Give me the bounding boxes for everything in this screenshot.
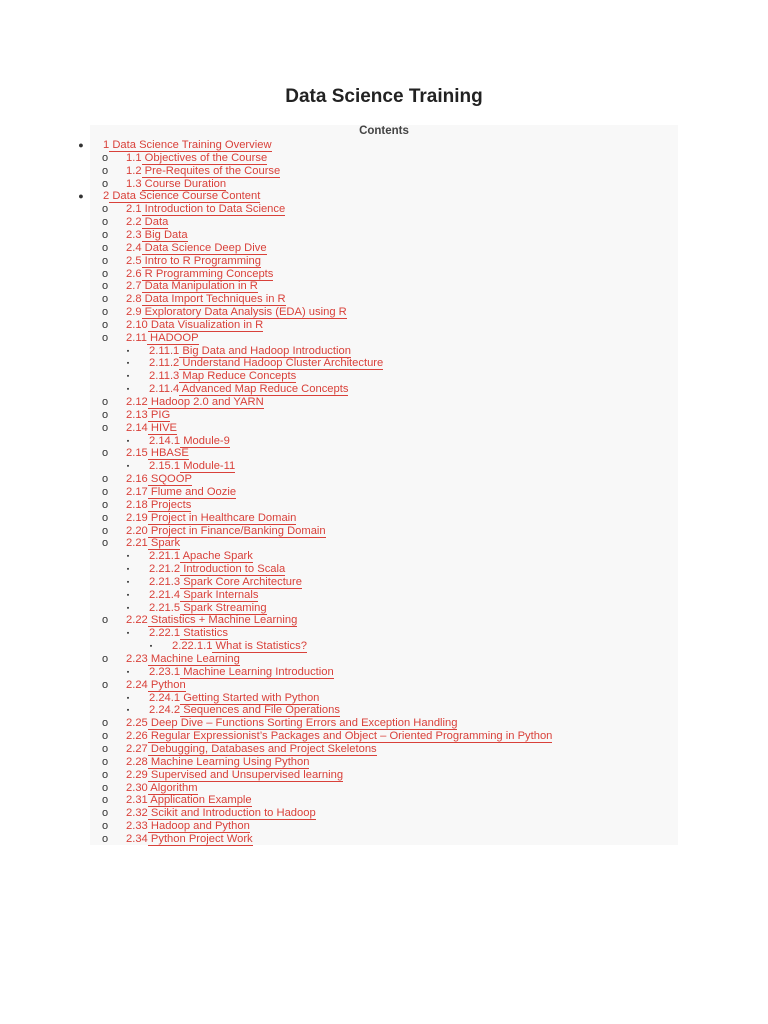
toc-number: 2.5 bbox=[126, 254, 142, 267]
bullet-icon: o bbox=[101, 293, 109, 306]
toc-link[interactable] bbox=[126, 473, 192, 486]
bullet-icon: o bbox=[101, 318, 109, 331]
toc-number: 2.21 bbox=[126, 537, 148, 550]
toc-link[interactable] bbox=[103, 190, 260, 203]
toc-number: 2.12 bbox=[126, 396, 148, 408]
toc-label: Supervised and Unsupervised learning bbox=[147, 768, 344, 781]
bullet-icon: ▪ bbox=[149, 643, 153, 651]
toc-link[interactable] bbox=[149, 550, 253, 563]
bullet-icon: o bbox=[101, 768, 109, 781]
toc-label: Spark Internals bbox=[180, 588, 259, 601]
toc-number: 2.6 bbox=[126, 267, 142, 280]
toc-number: 2.11 bbox=[126, 331, 147, 344]
toc-number: 2.11.1 bbox=[149, 344, 180, 357]
bullet-icon: o bbox=[101, 485, 109, 498]
toc-link[interactable] bbox=[149, 563, 285, 576]
toc-link[interactable] bbox=[126, 614, 297, 627]
toc-link[interactable] bbox=[126, 280, 258, 293]
bullet-icon: o bbox=[101, 742, 109, 755]
toc-label: HBASE bbox=[147, 447, 189, 460]
toc-label: PIG bbox=[147, 408, 171, 421]
bullet-icon: ● bbox=[78, 140, 84, 150]
toc-label: Hadoop and Python bbox=[147, 820, 250, 833]
toc-number: 2.30 bbox=[126, 781, 148, 794]
bullet-icon: o bbox=[101, 653, 109, 665]
bullet-icon: o bbox=[101, 241, 109, 254]
toc-label: Map Reduce Concepts bbox=[179, 370, 297, 383]
toc-number: 2.11.2 bbox=[149, 357, 180, 370]
toc-number: 2.22.1.1 bbox=[172, 640, 213, 653]
bullet-icon: o bbox=[101, 614, 109, 627]
toc-link[interactable] bbox=[149, 576, 302, 589]
toc-label: Introduction to Scala bbox=[180, 563, 286, 576]
toc-label: Regular Expressionist’s Packages and Object – Oriented Programming in Python bbox=[147, 730, 553, 743]
toc-link[interactable] bbox=[126, 165, 280, 178]
toc-label: Flume and Oozie bbox=[147, 485, 237, 498]
toc-label: Understand Hadoop Cluster Architecture bbox=[179, 357, 384, 370]
toc-label: Machine Learning Using Python bbox=[147, 755, 310, 768]
toc-number: 2.21.4 bbox=[149, 588, 181, 601]
toc-link[interactable] bbox=[126, 447, 189, 460]
toc-label: Project in Healthcare Domain bbox=[147, 511, 297, 524]
toc-label: Machine Learning Introduction bbox=[180, 665, 334, 678]
bullet-icon: o bbox=[101, 267, 109, 280]
bullet-icon: ● bbox=[78, 191, 84, 202]
toc-link[interactable] bbox=[126, 653, 240, 666]
toc-link[interactable] bbox=[126, 717, 457, 730]
bullet-icon: o bbox=[101, 730, 109, 743]
toc-label: Scikit and Introduction to Hadoop bbox=[147, 807, 316, 820]
toc-label: Machine Learning bbox=[147, 653, 240, 665]
toc-number: 2.24 bbox=[126, 678, 148, 691]
toc-label: Data Manipulation in R bbox=[141, 280, 258, 293]
toc-number: 2.10 bbox=[126, 318, 148, 331]
bullet-icon: ▪ bbox=[126, 566, 130, 574]
bullet-icon: o bbox=[101, 678, 109, 691]
toc-link[interactable] bbox=[126, 293, 286, 306]
toc-label: Getting Started with Python bbox=[180, 691, 320, 704]
toc-label: What is Statistics? bbox=[212, 640, 307, 653]
toc-number: 2.14 bbox=[126, 421, 148, 434]
toc-number: 2.28 bbox=[126, 755, 148, 768]
toc-label: Module-9 bbox=[180, 434, 230, 447]
toc-number: 2.19 bbox=[126, 511, 148, 524]
bullet-icon: o bbox=[101, 794, 109, 807]
toc-number: 2.9 bbox=[126, 306, 142, 319]
toc-number: 2.21.3 bbox=[149, 575, 181, 588]
bullet-icon: ▪ bbox=[126, 360, 130, 368]
toc-link[interactable] bbox=[126, 756, 309, 769]
page-title: Data Science Training bbox=[285, 86, 483, 107]
toc-link[interactable] bbox=[149, 435, 230, 448]
toc-number: 2 bbox=[103, 190, 110, 203]
toc-number: 1 bbox=[103, 139, 110, 151]
toc-number: 1.1 bbox=[126, 151, 142, 164]
toc-label: Pre-Requites of the Course bbox=[141, 164, 281, 177]
toc-link[interactable] bbox=[126, 499, 191, 512]
toc-number: 2.23 bbox=[126, 653, 148, 665]
toc-link[interactable] bbox=[126, 769, 343, 782]
toc-number: 2.8 bbox=[126, 293, 142, 306]
toc-label: Exploratory Data Analysis (EDA) using R bbox=[141, 306, 347, 319]
toc-label: Big Data and Hadoop Introduction bbox=[179, 344, 351, 357]
toc-number: 2.20 bbox=[126, 524, 148, 537]
toc-number: 2.13 bbox=[126, 408, 148, 421]
bullet-icon: o bbox=[101, 820, 109, 833]
bullet-icon: o bbox=[101, 537, 109, 550]
toc-link[interactable] bbox=[126, 332, 199, 345]
toc-link[interactable] bbox=[103, 139, 272, 152]
toc-number: 2.34 bbox=[126, 832, 148, 845]
toc-label: Sequences and File Operations bbox=[180, 704, 340, 717]
toc-number: 2.14.1 bbox=[149, 434, 181, 447]
toc-label: Python bbox=[147, 678, 186, 691]
toc-link[interactable] bbox=[126, 525, 326, 538]
toc-label: Data Science Deep Dive bbox=[141, 241, 267, 254]
toc-number: 2.11.3 bbox=[149, 370, 180, 383]
bullet-icon: ▪ bbox=[126, 373, 130, 381]
bullet-icon: o bbox=[101, 306, 109, 319]
toc-number: 2.21.5 bbox=[149, 601, 181, 614]
toc-link[interactable] bbox=[149, 589, 258, 602]
contents-heading: Contents bbox=[359, 125, 409, 137]
bullet-icon: o bbox=[101, 832, 109, 845]
toc-number: 2.4 bbox=[126, 241, 142, 254]
toc-label: Advanced Map Reduce Concepts bbox=[179, 383, 349, 396]
toc-link[interactable] bbox=[126, 794, 252, 807]
toc-label: Intro to R Programming bbox=[141, 254, 261, 267]
toc-number: 2.24.2 bbox=[149, 704, 181, 717]
bullet-icon: ▪ bbox=[126, 694, 130, 702]
bullet-icon: o bbox=[101, 203, 109, 216]
toc-link[interactable] bbox=[126, 820, 250, 833]
toc-number: 2.2 bbox=[126, 216, 142, 229]
toc-number: 2.29 bbox=[126, 768, 148, 781]
toc-link[interactable] bbox=[126, 178, 226, 191]
toc-link[interactable] bbox=[149, 627, 228, 640]
toc-link[interactable] bbox=[126, 306, 347, 319]
toc-number: 2.27 bbox=[126, 742, 148, 755]
toc-label: Python Project Work bbox=[147, 832, 253, 845]
bullet-icon: o bbox=[101, 511, 109, 524]
toc-link[interactable] bbox=[126, 396, 264, 409]
toc-label: Deep Dive – Functions Sorting Errors and Exception Handling bbox=[147, 717, 458, 730]
toc-link[interactable] bbox=[126, 152, 267, 165]
toc-label: R Programming Concepts bbox=[141, 267, 274, 280]
toc-number: 2.15.1 bbox=[149, 460, 181, 473]
bullet-icon: ▪ bbox=[126, 386, 130, 394]
toc-number: 2.17 bbox=[126, 485, 148, 498]
toc-label: Data Science Course Content bbox=[109, 190, 261, 203]
bullet-icon: o bbox=[101, 164, 109, 177]
toc-link[interactable] bbox=[126, 679, 186, 692]
toc-number: 2.31 bbox=[126, 794, 148, 807]
toc-number: 2.21.2 bbox=[149, 563, 181, 576]
toc-label: SQOOP bbox=[147, 473, 192, 486]
toc-link[interactable] bbox=[126, 409, 170, 422]
toc-link[interactable] bbox=[126, 229, 188, 242]
bullet-icon: ▪ bbox=[126, 591, 130, 599]
bullet-icon: ▪ bbox=[126, 578, 130, 586]
toc-label: Hadoop 2.0 and YARN bbox=[147, 396, 264, 408]
bullet-icon: ▪ bbox=[126, 437, 130, 445]
bullet-icon: o bbox=[101, 473, 109, 486]
toc-label: Objectives of the Course bbox=[141, 151, 268, 164]
toc-label: Projects bbox=[147, 498, 192, 511]
toc-number: 2.22.1 bbox=[149, 627, 181, 640]
toc-label: Project in Finance/Banking Domain bbox=[147, 524, 326, 537]
toc-link[interactable] bbox=[126, 743, 377, 756]
bullet-icon: o bbox=[101, 498, 109, 511]
toc-link[interactable] bbox=[149, 704, 340, 717]
toc-link[interactable] bbox=[149, 666, 334, 679]
toc-number: 2.33 bbox=[126, 820, 148, 833]
toc-link[interactable] bbox=[126, 486, 236, 499]
toc-link[interactable] bbox=[149, 370, 296, 383]
toc-label: Statistics + Machine Learning bbox=[147, 614, 298, 627]
toc-number: 1.3 bbox=[126, 177, 142, 190]
toc-label: Apache Spark bbox=[180, 550, 253, 563]
toc-link[interactable] bbox=[172, 640, 307, 653]
toc-label: HADOOP bbox=[146, 331, 199, 344]
toc-number: 2.1 bbox=[126, 203, 142, 216]
toc-number: 2.32 bbox=[126, 807, 148, 820]
bullet-icon: o bbox=[101, 447, 109, 460]
toc-label: Spark Core Architecture bbox=[180, 575, 302, 588]
toc-number: 2.21.1 bbox=[149, 550, 181, 563]
bullet-icon: o bbox=[101, 151, 109, 164]
toc-label: Data Science Training Overview bbox=[109, 139, 272, 151]
bullet-icon: ▪ bbox=[126, 707, 130, 715]
toc-link[interactable] bbox=[126, 730, 552, 743]
toc-label: Data bbox=[141, 216, 169, 229]
toc-label: Debugging, Databases and Project Skeletons bbox=[147, 742, 377, 755]
toc-label: Application Example bbox=[147, 794, 252, 807]
toc-link[interactable] bbox=[126, 807, 316, 820]
toc-label: Algorithm bbox=[147, 781, 198, 794]
toc-link[interactable] bbox=[149, 383, 348, 396]
toc-label: Statistics bbox=[180, 627, 228, 640]
bullet-icon: o bbox=[101, 781, 109, 794]
bullet-icon: o bbox=[101, 807, 109, 820]
toc-link[interactable] bbox=[149, 345, 351, 358]
toc-label: Data Visualization in R bbox=[147, 318, 264, 331]
toc-link[interactable] bbox=[149, 357, 383, 370]
toc-number: 2.25 bbox=[126, 717, 148, 730]
toc-label: Introduction to Data Science bbox=[141, 203, 286, 216]
toc-link[interactable] bbox=[149, 602, 267, 615]
bullet-icon: ▪ bbox=[126, 347, 130, 355]
bullet-icon: o bbox=[101, 254, 109, 267]
toc-link[interactable] bbox=[126, 268, 273, 281]
toc-label: HIVE bbox=[147, 421, 178, 434]
bullet-icon: o bbox=[101, 717, 109, 730]
toc-link[interactable] bbox=[126, 537, 180, 550]
toc-link[interactable] bbox=[126, 782, 198, 795]
toc-link[interactable] bbox=[126, 512, 296, 525]
bullet-icon: ▪ bbox=[126, 463, 130, 471]
bullet-icon: o bbox=[101, 396, 109, 408]
toc-number: 2.11.4 bbox=[149, 383, 180, 396]
toc-number: 2.22 bbox=[126, 614, 148, 627]
toc-label: Data Import Techniques in R bbox=[141, 293, 286, 306]
toc-number: 2.15 bbox=[126, 447, 148, 460]
toc-number: 2.16 bbox=[126, 473, 148, 486]
toc-label: Course Duration bbox=[141, 177, 227, 190]
bullet-icon: o bbox=[101, 177, 109, 190]
toc-link[interactable] bbox=[126, 255, 261, 268]
toc-number: 2.18 bbox=[126, 498, 148, 511]
toc-number: 2.3 bbox=[126, 228, 142, 241]
toc-link[interactable] bbox=[126, 319, 263, 332]
toc-link[interactable] bbox=[126, 203, 285, 216]
bullet-icon: o bbox=[101, 408, 109, 421]
toc-number: 1.2 bbox=[126, 164, 142, 177]
toc-label: Spark bbox=[147, 537, 181, 550]
toc-label: Spark Streaming bbox=[180, 601, 267, 614]
toc-number: 2.26 bbox=[126, 730, 148, 743]
bullet-icon: o bbox=[101, 755, 109, 768]
toc-label: Big Data bbox=[141, 228, 188, 241]
toc-link[interactable] bbox=[126, 833, 253, 846]
bullet-icon: o bbox=[101, 421, 109, 434]
bullet-icon: o bbox=[101, 331, 109, 344]
bullet-icon: o bbox=[101, 216, 109, 229]
bullet-icon: ▪ bbox=[126, 668, 130, 676]
toc-link[interactable] bbox=[126, 242, 267, 255]
toc-number: 2.23.1 bbox=[149, 665, 181, 678]
bullet-icon: ▪ bbox=[126, 553, 130, 561]
toc-label: Module-11 bbox=[180, 460, 236, 473]
toc-link[interactable] bbox=[126, 216, 168, 229]
bullet-icon: ▪ bbox=[126, 604, 130, 612]
bullet-icon: o bbox=[101, 280, 109, 293]
bullet-icon: ▪ bbox=[126, 630, 130, 638]
bullet-icon: o bbox=[101, 524, 109, 537]
bullet-icon: o bbox=[101, 228, 109, 241]
toc-link[interactable] bbox=[149, 692, 319, 705]
toc-number: 2.7 bbox=[126, 280, 142, 293]
toc-link[interactable] bbox=[126, 422, 177, 435]
toc-link[interactable] bbox=[149, 460, 235, 473]
toc-number: 2.24.1 bbox=[149, 691, 181, 704]
